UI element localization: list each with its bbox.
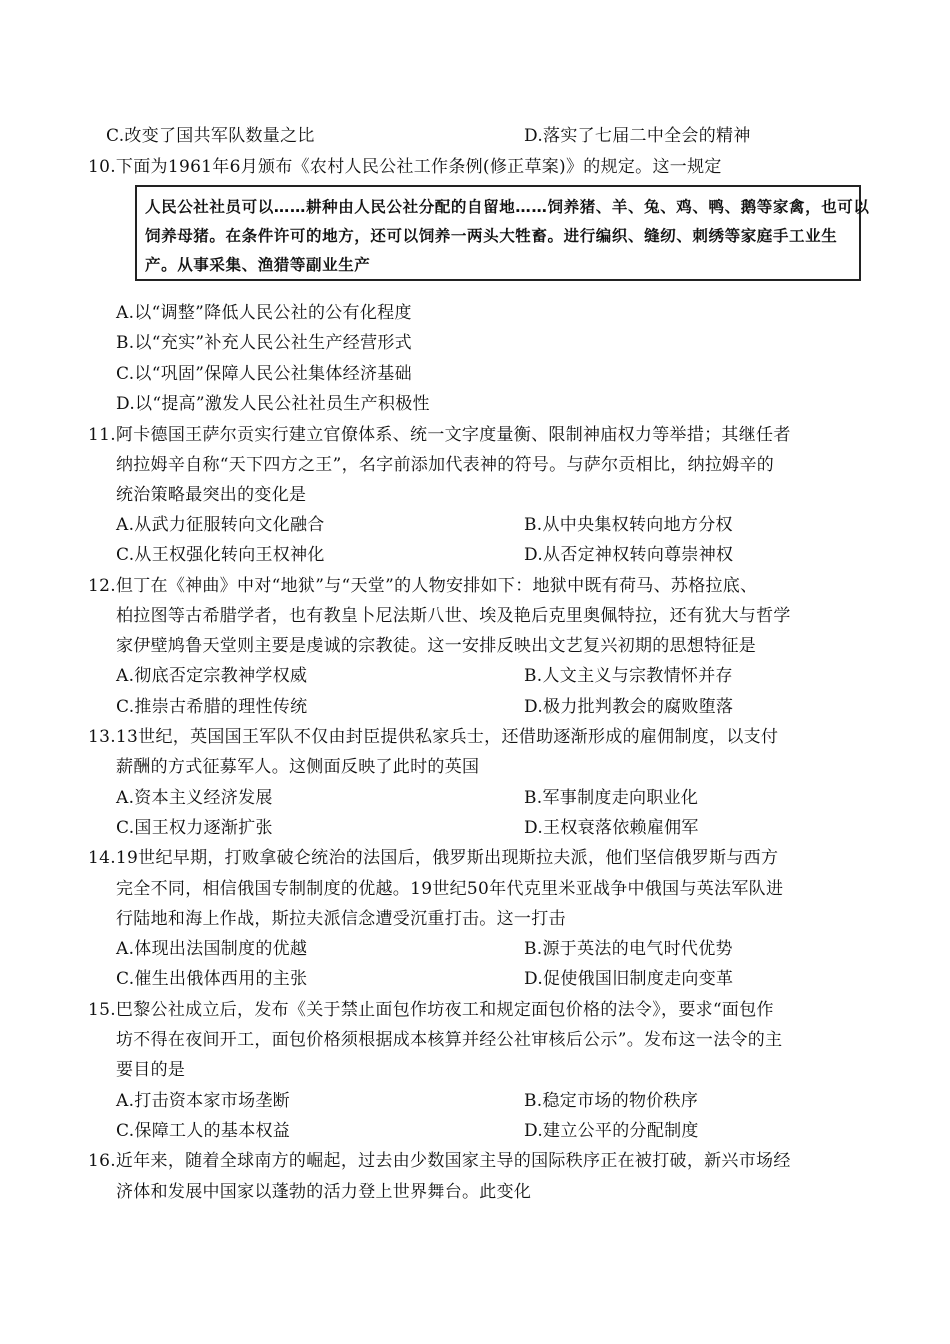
q15-stem-line: 要目的是 [116,1060,186,1080]
q16-stem-line: 济体和发展中国家以蓬勃的活力登上世界舞台。此变化 [116,1182,532,1202]
q9-option-d: D.落实了七届二中全会的精神 [524,126,751,146]
q15-option-d: D.建立公平的分配制度 [524,1121,699,1141]
q10-quote-line: 产。从事采集、渔猎等副业生产 [145,256,371,274]
q10-quote-box [135,185,870,281]
q10-option-d: D.以“提高”激发人民公社社员生产积极性 [116,394,430,414]
q13-option-a: A.资本主义经济发展 [116,788,273,808]
q15-option-a: A.打击资本家市场垄断 [116,1091,290,1111]
q15-option-c: C.保障工人的基本权益 [116,1121,291,1141]
q11-stem-line: 统治策略最突出的变化是 [116,485,307,505]
q15-option-b: B.稳定市场的物价秩序 [524,1091,699,1111]
q15-stem-line: 坊不得在夜间开工，面包价格须根据成本核算并经公社审核后公示”。发布这一法令的主 [116,1030,783,1050]
q14-option-b: B.源于英法的电气时代优势 [524,939,733,959]
q14-option-c: C.催生出俄体西用的主张 [116,969,308,989]
q11-option-c: C.从王权强化转向王权神化 [116,545,325,565]
q15-stem-line: 15.巴黎公社成立后，发布《关于禁止面包作坊夜工和规定面包价格的法令》，要求“面包作 [88,1000,774,1020]
q14-option-d: D.促使俄国旧制度走向变革 [524,969,734,989]
q10-quote-line: 人民公社社员可以……耕种由人民公社分配的自留地……饲养猪、羊、兔、鸡、鸭、鹅等家禽，也可以 [145,198,870,216]
q12-stem-line: 12.但丁在《神曲》中对“地狱”与“天堂”的人物安排如下：地狱中既有荷马、苏格拉底、 [88,576,758,596]
q12-stem-line: 柏拉图等古希腊学者，也有教皇卜尼法斯八世、埃及艳后克里奥佩特拉，还有犹大与哲学 [116,606,791,626]
q12-option-b: B.人文主义与宗教情怀并存 [524,666,733,686]
q11-option-a: A.从武力征服转向文化融合 [116,515,325,535]
q10-quote-line: 饲养母猪。在条件许可的地方，还可以饲养一两头大牲畜。进行编织、缝纫、刺绣等家庭手工业生 [145,227,838,245]
q10-option-a: A.以“调整”降低人民公社的公有化程度 [116,303,412,323]
q9-option-c: C.改变了国共军队数量之比 [106,126,315,146]
q16-stem-line: 16.近年来，随着全球南方的崛起，过去由少数国家主导的国际秩序正在被打破，新兴市场经 [88,1151,791,1171]
q10-option-c: C.以“巩固”保障人民公社集体经济基础 [116,364,412,384]
q14-stem-line: 完全不同，相信俄国专制制度的优越。19世纪50年代克里米亚战争中俄国与英法军队进 [116,879,784,899]
q10-stem: 10.下面为1961年6月颁布《农村人民公社工作条例(修正草案)》的规定。这一规定 [88,157,722,177]
q13-stem-line: 薪酬的方式征募军人。这侧面反映了此时的英国 [116,757,480,777]
q11-stem-line: 纳拉姆辛自称“天下四方之王”，名字前添加代表神的符号。与萨尔贡相比，纳拉姆辛的 [116,455,775,475]
q11-stem-line: 11.阿卡德国王萨尔贡实行建立官僚体系、统一文字度量衡、限制神庙权力等举措；其继任者 [88,425,791,445]
q12-option-c: C.推崇古希腊的理性传统 [116,697,308,717]
q14-stem-line: 行陆地和海上作战，斯拉夫派信念遭受沉重打击。这一打击 [116,909,566,929]
q11-option-b: B.从中央集权转向地方分权 [524,515,733,535]
q14-option-a: A.体现出法国制度的优越 [116,939,308,959]
q13-option-d: D.王权衰落依赖雇佣军 [524,818,699,838]
q10-option-b: B.以“充实”补充人民公社生产经营形式 [116,333,412,353]
q11-option-d: D.从否定神权转向尊崇神权 [524,545,734,565]
q12-option-a: A.彻底否定宗教神学权威 [116,666,308,686]
q12-stem-line: 家伊壁鸠鲁天堂则主要是虔诚的宗教徒。这一安排反映出文艺复兴初期的思想特征是 [116,636,757,656]
q12-option-d: D.极力批判教会的腐败堕落 [524,697,734,717]
q13-stem-line: 13.13世纪，英国国王军队不仅由封臣提供私家兵士，还借助逐渐形成的雇佣制度，以支付 [88,727,779,747]
q13-option-c: C.国王权力逐渐扩张 [116,818,273,838]
q14-stem-line: 14.19世纪早期，打败拿破仑统治的法国后，俄罗斯出现斯拉夫派，他们坚信俄罗斯与西方 [88,848,779,868]
q13-option-b: B.军事制度走向职业化 [524,788,699,808]
